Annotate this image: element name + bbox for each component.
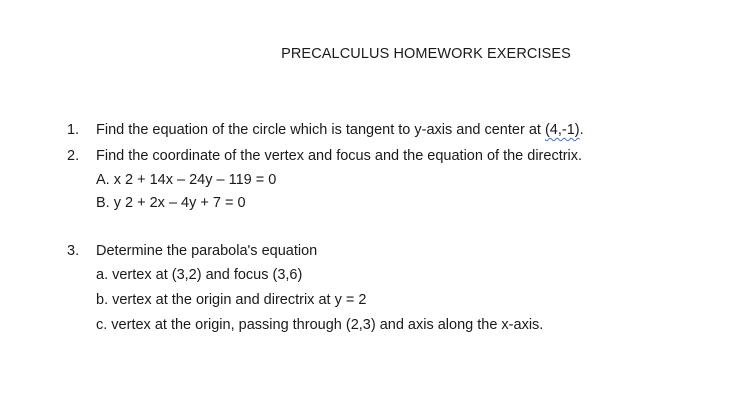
question-3-number: 3. <box>67 243 80 259</box>
question-3 <box>67 242 317 260</box>
question-1 <box>67 121 584 139</box>
question-2-number: 2. <box>67 148 80 164</box>
question-3-text: Determine the parabola's equation <box>96 243 318 259</box>
question-1-text: Find the equation of the circle which is tangent to y-axis and center at <box>96 122 545 138</box>
question-3-part-a: a. vertex at (3,2) and focus (3,6) <box>96 267 303 283</box>
question-2-part-a: A. x 2 + 14x – 24y – 119 = 0 <box>96 172 277 188</box>
page-title: PRECALCULUS HOMEWORK EXERCISES <box>281 46 571 62</box>
question-1-period: . <box>579 122 584 138</box>
question-3-part-c: c. vertex at the origin, passing through (2,3) and axis along the x-axis. <box>96 317 544 333</box>
question-1-number: 1. <box>67 122 80 138</box>
question-2-part-b: B. y 2 + 2x – 4y + 7 = 0 <box>96 195 246 211</box>
question-1-point: (4,-1) <box>544 122 580 138</box>
question-3-part-b: b. vertex at the origin and directrix at y = 2 <box>96 292 367 308</box>
question-2-text: Find the coordinate of the vertex and focus and the equation of the directrix. <box>96 148 583 164</box>
question-2 <box>67 147 582 165</box>
